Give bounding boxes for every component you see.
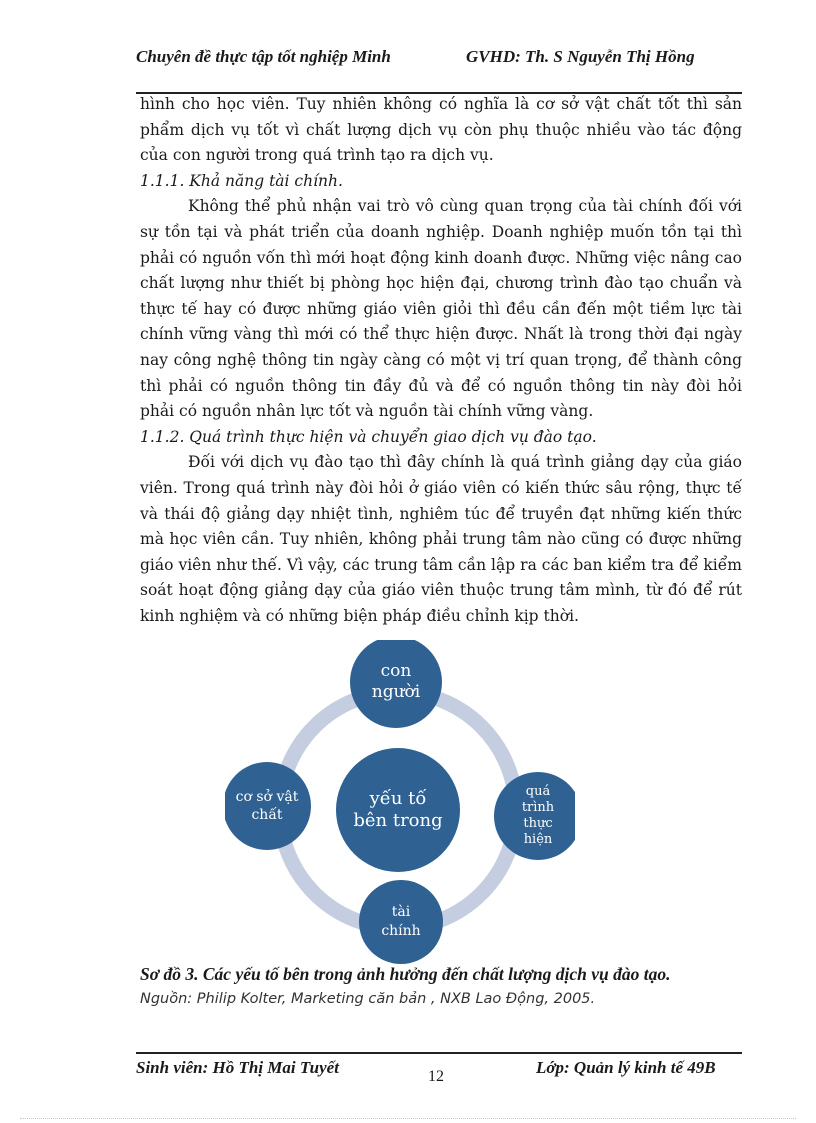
- paragraph-3: Đối với dịch vụ đào tạo thì đây chính là quá trình giảng dạy của giáo viên. Trong quá trình này đòi hỏi ở giáo viên có kiến thức sâu rộng, thực tế và thái độ giảng dạy nhiệt tình, nghiêm túc để truyền đạt những kiến thức mà học viên cần. Tuy nhiên, không phải trung tâm nào cũng có được những giáo viên như thế. Vì vậy, các trung tâm cần lập ra các ban kiểm tra để kiểm soát hoạt động giảng dạy của giáo viên thuộc trung tâm mình, từ đó để rút kinh nghiệm và có những biện pháp điều chỉnh kịp thời.: [140, 453, 742, 625]
- paragraph-2: Không thể phủ nhận vai trò vô cùng quan trọng của tài chính đối với sự tồn tại và phát triển của doanh nghiệp. Doanh nghiệp muốn tồn tại thì phải có nguồn vốn thì mới hoạt động kinh doanh được. Những việc nâng cao chất lượng như thiết bị phòng học hiện đại, chương trình đào tạo chuẩn và thực tế hay có được những giáo viên giỏi thì đều cần đến một tiềm lực tài chính vững vàng thì mới có thể thực hiện được. Nhất là trong thời đại ngày nay công nghệ thông tin ngày càng có một vị trí quan trọng, để thành công thì phải có nguồn thông tin đầy đủ và để có nguồn thông tin này đòi hỏi phải có nguồn nhân lực tốt và nguồn tài chính vững vàng.: [140, 197, 742, 421]
- header-report-title: Chuyên đề thực tập tốt nghiệp Minh: [136, 47, 391, 66]
- paragraph-1: hình cho học viên. Tuy nhiên không có nghĩa là cơ sở vật chất tốt thì sản phẩm dịch vụ tốt vì chất lượng dịch vụ còn phụ thuộc nhiều vào tác động của con người trong quá trình tạo ra dịch vụ.: [140, 95, 742, 165]
- node-bottom-label: tài chính: [381, 904, 421, 939]
- page-bottom-dotted-line: [20, 1118, 796, 1119]
- header-supervisor: GVHD: Th. S Nguyễn Thị Hồng: [466, 47, 695, 66]
- factors-diagram: [225, 640, 575, 965]
- page-header: [136, 46, 744, 94]
- node-left-label: cơ sở vật chất: [235, 789, 299, 823]
- footer-class: Lớp: Quản lý kinh tế 49B: [536, 1058, 716, 1077]
- body-text: [140, 92, 742, 629]
- node-top-label: con người: [371, 661, 421, 702]
- section-heading-1-1-1: 1.1.1. Khả năng tài chính.: [140, 171, 343, 190]
- node-right-label: quá trình thực hiện: [521, 784, 555, 847]
- figure-caption: Sơ đồ 3. Các yếu tố bên trong ảnh hưởng đến chất lượng dịch vụ đào tạo.: [140, 964, 671, 984]
- section-heading-1-1-2: 1.1.2. Quá trình thực hiện và chuyển giao dịch vụ đào tạo.: [140, 427, 597, 446]
- node-center-label: yếu tố bên trong: [353, 788, 443, 831]
- figure-source: Nguồn: Philip Kolter, Marketing căn bản , NXB Lao Động, 2005.: [140, 991, 596, 1007]
- footer-student: Sinh viên: Hồ Thị Mai Tuyết: [136, 1058, 339, 1077]
- page-number: 12: [428, 1068, 444, 1085]
- footer-divider: [136, 1052, 742, 1054]
